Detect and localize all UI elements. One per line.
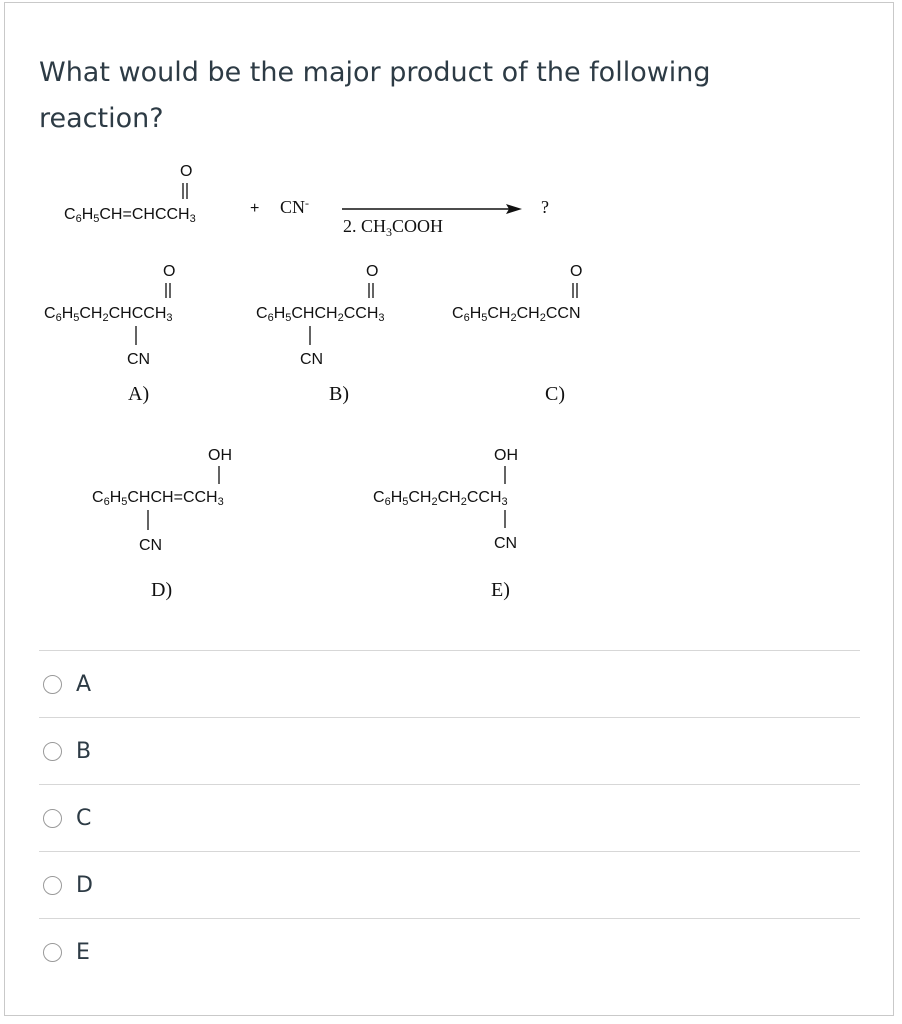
- svg-text:C6H5CHCH=CCH3: C6H5CHCH=CCH3: [92, 489, 224, 508]
- choice-e-label: E): [491, 579, 510, 601]
- option-b[interactable]: [39, 717, 860, 784]
- option-c-label: C: [76, 805, 92, 831]
- conditions-text: 2. $CH_3COOH$: [343, 216, 444, 239]
- reactant-oxygen: O: [180, 163, 193, 180]
- svg-text:OH: OH: [208, 447, 232, 464]
- svg-text:OH: OH: [494, 447, 518, 464]
- radio-c-icon[interactable]: [43, 809, 62, 828]
- answer-options: [39, 650, 860, 985]
- cyanide-reagent: CN-: [280, 196, 310, 217]
- option-e[interactable]: [39, 918, 860, 985]
- reactant: [64, 163, 309, 225]
- option-e-label: E: [76, 939, 90, 965]
- radio-b-icon[interactable]: [43, 742, 62, 761]
- svg-text:CN: CN: [494, 535, 518, 552]
- choice-b-structure: [256, 263, 385, 405]
- choice-a-structure: [44, 263, 175, 405]
- svg-text:C6H5CH2CH2CCN: C6H5CH2CH2CCN: [452, 305, 581, 324]
- svg-text:CN: CN: [300, 351, 324, 368]
- svg-text:O: O: [163, 263, 176, 280]
- plus-sign: +: [250, 200, 260, 217]
- svg-text:O: O: [570, 263, 583, 280]
- choice-c-structure: [452, 263, 582, 405]
- svg-text:C6H5CHCH2CCH3: C6H5CHCH2CCH3: [256, 305, 385, 324]
- option-b-label: B: [76, 738, 92, 764]
- choice-e-structure: [373, 447, 518, 601]
- option-a-label: A: [76, 671, 92, 697]
- radio-a-icon[interactable]: [43, 675, 62, 694]
- svg-text:CN: CN: [127, 351, 151, 368]
- question-text: What would be the major product of the following reaction?: [39, 57, 711, 134]
- option-d[interactable]: [39, 851, 860, 918]
- choice-d-label: D): [151, 579, 173, 601]
- option-a[interactable]: [39, 650, 860, 717]
- choice-a-label: A): [128, 383, 150, 405]
- svg-text:C6H5CH2CHCCH3: C6H5CH2CHCCH3: [44, 305, 173, 324]
- product-unknown: ?: [541, 197, 549, 217]
- option-d-label: D: [76, 872, 93, 898]
- svg-text:C6H5CH2CH2CCH3: C6H5CH2CH2CCH3: [373, 489, 508, 508]
- reactant-formula: C6H5CH=CHCCH3: [64, 206, 196, 225]
- svg-text:CN: CN: [139, 537, 163, 554]
- reaction-arrow: [342, 197, 549, 239]
- choice-b-label: B): [329, 383, 349, 405]
- option-c[interactable]: [39, 784, 860, 851]
- choice-d-structure: [92, 447, 232, 601]
- radio-e-icon[interactable]: [43, 943, 62, 962]
- svg-text:O: O: [366, 263, 379, 280]
- radio-d-icon[interactable]: [43, 876, 62, 895]
- choice-c-label: C): [545, 383, 565, 405]
